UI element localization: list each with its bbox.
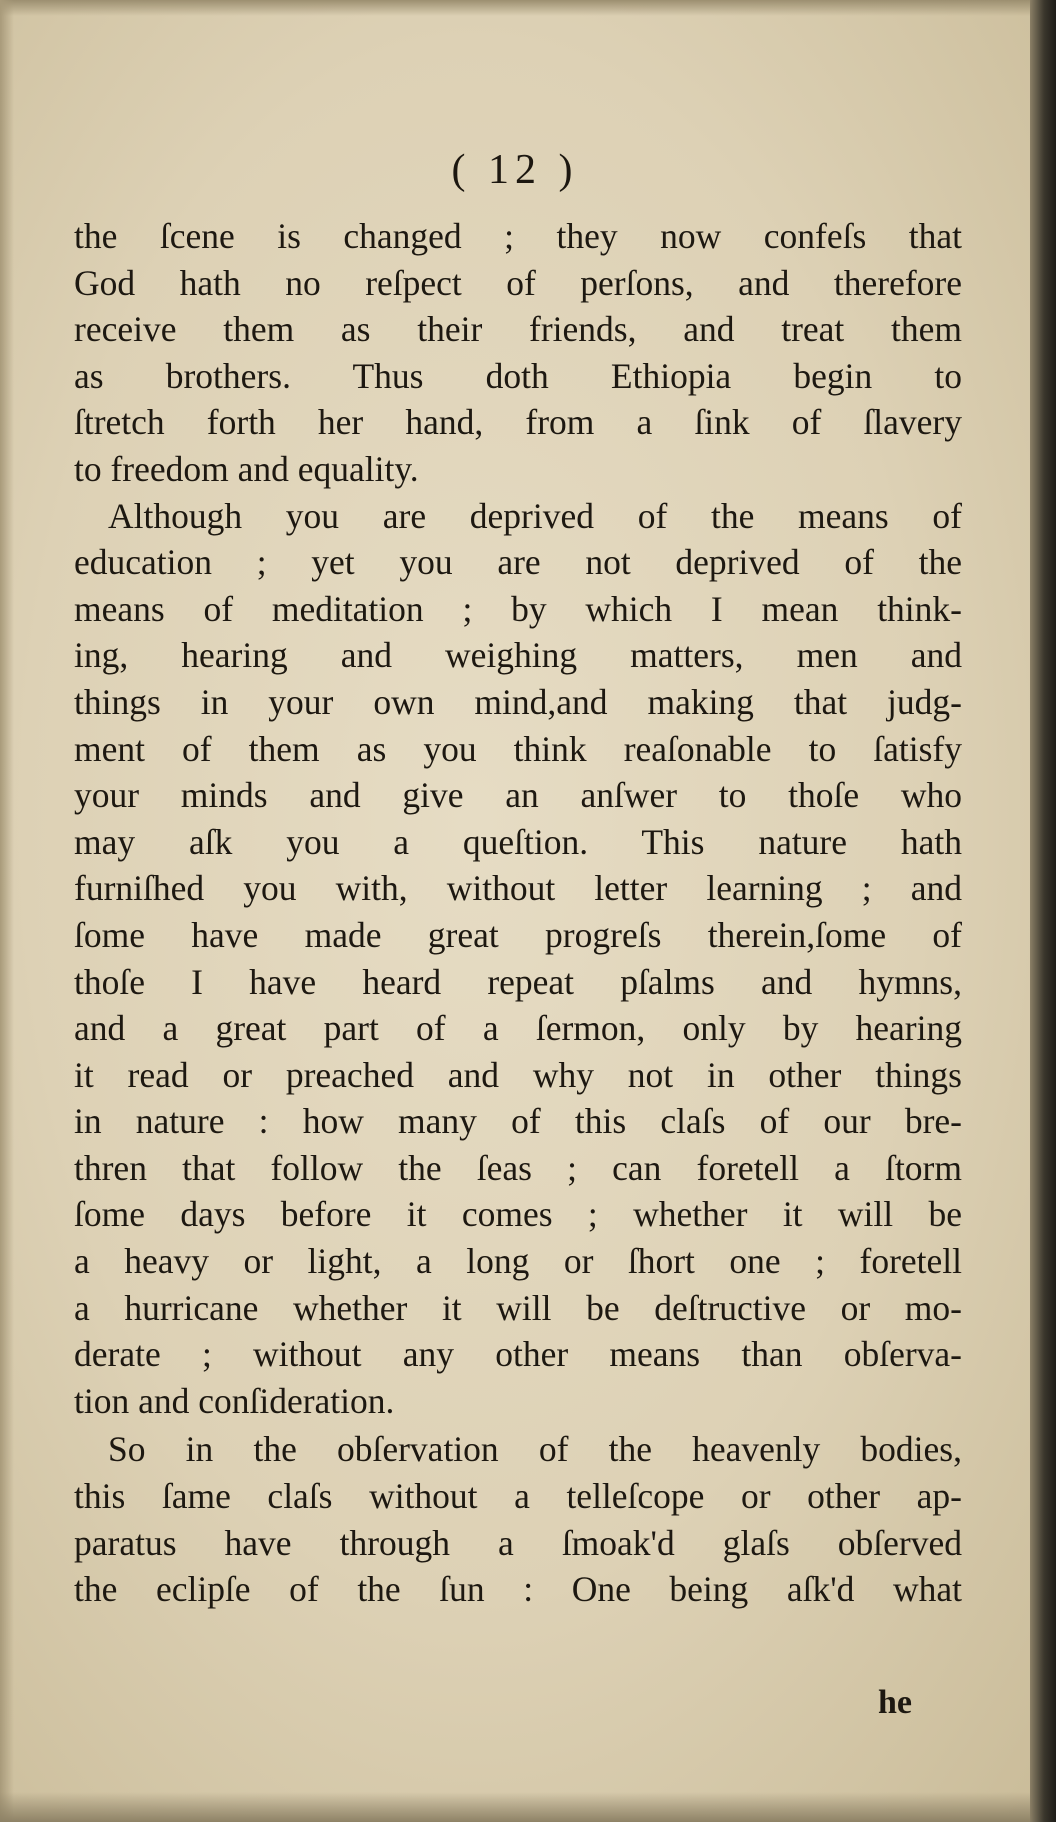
page-bottom-shadow <box>0 1792 1056 1822</box>
text-line: tion and conſideration. <box>74 1380 395 1421</box>
text-line: things in your own mind,and making that judg- <box>74 681 962 722</box>
text-line: ing, hearing and weighing matters, men and <box>74 635 962 676</box>
text-line: furniſhed you with, without letter learning ; and <box>74 868 962 909</box>
text-line: it read or preached and why not in other things <box>74 1054 962 1095</box>
text-line: So in the obſervation of the heavenly bodies, <box>108 1429 962 1470</box>
text-line: thoſe I have heard repeat pſalms and hymns, <box>74 961 962 1002</box>
text-line: ment of them as you think reaſonable to ſatisfy <box>74 728 962 769</box>
text-line: education ; yet you are not deprived of the <box>74 542 962 583</box>
page-number-header: ( 12 ) <box>451 147 579 193</box>
text-line: a heavy or light, a long or ſhort one ; foretell <box>74 1241 962 1282</box>
text-line: God hath no reſpect of perſons, and therefore <box>74 262 962 303</box>
text-line: to freedom and equality. <box>74 448 419 489</box>
text-line: may aſk you a queſtion. This nature hath <box>74 821 962 862</box>
text-line: in nature : how many of this claſs of our bre- <box>74 1101 962 1142</box>
book-binding-edge <box>1030 0 1056 1822</box>
text-line: means of meditation ; by which I mean think- <box>74 588 962 629</box>
text-line: thren that follow the ſeas ; can foretell a ſtorm <box>74 1147 962 1188</box>
page-left-shadow <box>0 0 14 1822</box>
text-line: receive them as their friends, and treat them <box>74 309 962 350</box>
text-line: the ſcene is changed ; they now confeſs that <box>74 216 962 256</box>
text-line: ſome have made great progreſs therein,ſome of <box>74 914 962 955</box>
page-top-shadow <box>0 0 1056 16</box>
catchword: he <box>878 1684 912 1721</box>
text-line: paratus have through a ſmoak'd glaſs obſerved <box>74 1522 962 1563</box>
text-line: the eclipſe of the ſun : One being aſk'd what <box>74 1569 962 1610</box>
text-line: derate ; without any other means than obſerva- <box>74 1334 962 1375</box>
text-line: and a great part of a ſermon, only by hearing <box>74 1008 962 1049</box>
text-line: as brothers. Thus doth Ethiopia begin to <box>74 355 962 396</box>
text-line: your minds and give an anſwer to thoſe who <box>74 775 962 816</box>
text-line: a hurricane whether it will be deſtructive or mo- <box>74 1287 962 1328</box>
text-line: ſome days before it comes ; whether it will be <box>74 1194 962 1235</box>
text-line: ſtretch forth her hand, from a ſink of ſlavery <box>74 402 962 443</box>
text-line: Although you are deprived of the means of <box>108 495 962 536</box>
text-line: this ſame claſs without a telleſcope or other ap- <box>74 1476 962 1517</box>
body-text <box>74 213 962 1613</box>
